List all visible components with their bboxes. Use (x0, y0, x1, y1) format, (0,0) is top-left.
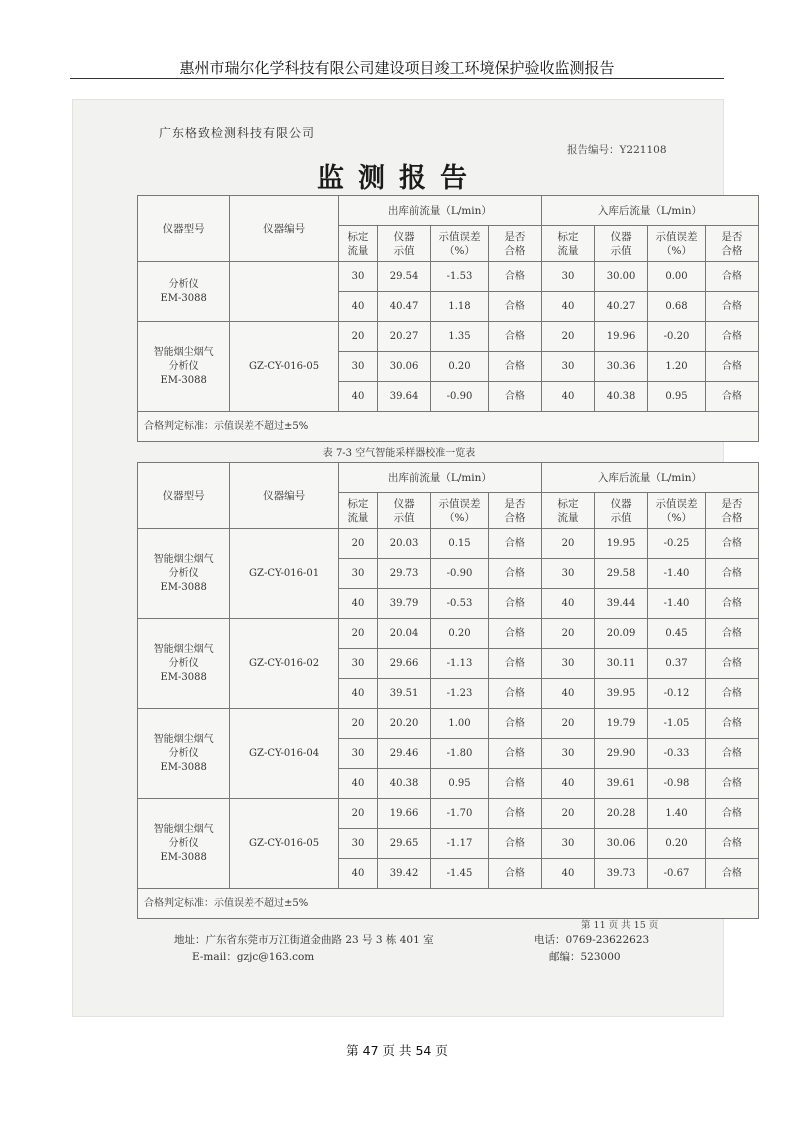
data-cell: 40.47 (378, 292, 431, 322)
table-row (138, 262, 759, 292)
header-std-flow: 标定 流量 (338, 226, 377, 262)
data-cell: 20 (338, 709, 377, 739)
instrument-number: GZ-CY-016-01 (230, 529, 339, 619)
table-row (138, 529, 759, 559)
scanned-report-page (72, 99, 743, 1017)
data-cell: -1.23 (431, 679, 489, 709)
data-cell: 40 (541, 679, 594, 709)
data-cell: -1.13 (431, 649, 489, 679)
data-cell: 合格 (488, 382, 541, 412)
data-cell: -1.40 (648, 589, 706, 619)
data-cell: 29.58 (595, 559, 648, 589)
instrument-number: GZ-CY-016-02 (230, 619, 339, 709)
data-cell: 30 (338, 829, 377, 859)
data-cell: -1.17 (431, 829, 489, 859)
data-cell: 合格 (488, 322, 541, 352)
data-cell: 30.06 (595, 829, 648, 859)
data-cell: 20 (541, 529, 594, 559)
header-reading: 仪器 示值 (595, 493, 648, 529)
data-cell: 1.40 (648, 799, 706, 829)
header-error: 示值误差 （%） (648, 493, 706, 529)
header-error: 示值误差 （%） (431, 493, 489, 529)
table-row (138, 619, 759, 649)
data-cell: 合格 (488, 292, 541, 322)
data-cell: 40.38 (378, 769, 431, 799)
header-error: 示值误差 （%） (648, 226, 706, 262)
header-reading: 仪器 示值 (378, 493, 431, 529)
data-cell: 40.38 (595, 382, 648, 412)
data-cell: 30 (338, 262, 377, 292)
data-cell: 20.04 (378, 619, 431, 649)
report-title: 监测报告 (317, 163, 481, 194)
data-cell: 20 (541, 322, 594, 352)
instrument-model: 智能烟尘烟气 分析仪 EM-3088 (138, 529, 230, 619)
data-cell: 合格 (488, 739, 541, 769)
data-cell: 29.90 (595, 739, 648, 769)
data-cell: 合格 (488, 709, 541, 739)
data-cell: 0.68 (648, 292, 706, 322)
data-cell: 40 (541, 382, 594, 412)
data-cell: 39.42 (378, 859, 431, 889)
instrument-number: GZ-CY-016-04 (230, 709, 339, 799)
data-cell: 39.51 (378, 679, 431, 709)
data-cell: 30 (338, 649, 377, 679)
instrument-model: 智能烟尘烟气 分析仪 EM-3088 (138, 709, 230, 799)
address: 地址：广东省东莞市万江街道金曲路 23 号 3 栋 401 室 (174, 934, 434, 946)
instrument-model: 智能烟尘烟气 分析仪 EM-3088 (138, 322, 230, 412)
header-number: 仪器编号 (230, 463, 339, 529)
data-cell: 30.00 (595, 262, 648, 292)
page-footer: 第 47 页 共 54 页 (346, 1043, 448, 1058)
data-cell: 40 (338, 769, 377, 799)
data-cell: -0.67 (648, 859, 706, 889)
data-cell: 29.54 (378, 262, 431, 292)
data-cell: 20 (541, 619, 594, 649)
data-cell: 40 (338, 382, 377, 412)
data-cell: 合格 (488, 619, 541, 649)
data-cell: 30 (338, 739, 377, 769)
data-cell: 合格 (488, 352, 541, 382)
data-cell: 合格 (705, 709, 758, 739)
data-cell: -0.53 (431, 589, 489, 619)
data-cell: 20 (541, 799, 594, 829)
data-cell: -1.70 (431, 799, 489, 829)
data-cell: 0.20 (431, 352, 489, 382)
header-pass: 是否 合格 (705, 226, 758, 262)
data-cell: 39.44 (595, 589, 648, 619)
header-error: 示值误差 （%） (431, 226, 489, 262)
data-cell: 合格 (705, 382, 758, 412)
data-cell: 39.73 (595, 859, 648, 889)
data-cell: -1.45 (431, 859, 489, 889)
data-cell: 合格 (488, 559, 541, 589)
header-in-flow: 入库后流量（L/min） (541, 463, 758, 493)
data-cell: 合格 (705, 292, 758, 322)
data-cell: 20 (541, 709, 594, 739)
data-cell: 合格 (488, 262, 541, 292)
data-cell: 30.36 (595, 352, 648, 382)
instrument-number: GZ-CY-016-05 (230, 322, 339, 412)
report-number: 报告编号：Y221108 (567, 144, 667, 156)
header-out-flow: 出库前流量（L/min） (338, 463, 541, 493)
instrument-number: GZ-CY-016-05 (230, 799, 339, 889)
data-cell: 20.27 (378, 322, 431, 352)
header-reading: 仪器 示值 (378, 226, 431, 262)
data-cell: 合格 (705, 769, 758, 799)
header-std-flow: 标定 流量 (541, 493, 594, 529)
data-cell: -1.53 (431, 262, 489, 292)
data-cell: 合格 (488, 589, 541, 619)
header-pass: 是否 合格 (488, 226, 541, 262)
calibration-table-2 (137, 462, 759, 919)
instrument-model: 分析仪 EM-3088 (138, 262, 230, 322)
data-cell: 合格 (705, 529, 758, 559)
data-cell: -1.80 (431, 739, 489, 769)
data-cell: 0.37 (648, 649, 706, 679)
data-cell: 40 (541, 859, 594, 889)
data-cell: -0.90 (431, 559, 489, 589)
data-cell: 0.95 (431, 769, 489, 799)
instrument-model: 智能烟尘烟气 分析仪 EM-3088 (138, 799, 230, 889)
data-cell: 30 (338, 352, 377, 382)
data-cell: 40 (541, 292, 594, 322)
data-cell: 40 (541, 589, 594, 619)
data-cell: 30 (541, 739, 594, 769)
data-cell: 19.66 (378, 799, 431, 829)
data-cell: 合格 (705, 649, 758, 679)
data-cell: 合格 (705, 829, 758, 859)
data-cell: 29.73 (378, 559, 431, 589)
data-cell: 39.64 (378, 382, 431, 412)
data-cell: 20.09 (595, 619, 648, 649)
data-cell: 19.96 (595, 322, 648, 352)
header-divider (70, 78, 724, 79)
data-cell: 39.61 (595, 769, 648, 799)
data-cell: 合格 (705, 262, 758, 292)
data-cell: 合格 (488, 679, 541, 709)
table-caption: 表 7-3 空气智能采样器校准一览表 (322, 448, 476, 459)
table-row (138, 709, 759, 739)
data-cell: 20.28 (595, 799, 648, 829)
data-cell: 40 (338, 859, 377, 889)
data-cell: 合格 (705, 322, 758, 352)
data-cell: 20 (338, 619, 377, 649)
data-cell: 30 (541, 649, 594, 679)
data-cell: 39.79 (378, 589, 431, 619)
header-std-flow: 标定 流量 (338, 493, 377, 529)
data-cell: 30 (541, 559, 594, 589)
data-cell: 20.20 (378, 709, 431, 739)
header-pass: 是否 合格 (488, 493, 541, 529)
email: E-mail：gzjc@163.com (192, 951, 315, 963)
data-cell: 0.95 (648, 382, 706, 412)
instrument-number (230, 262, 339, 322)
data-cell: 40 (541, 769, 594, 799)
data-cell: 合格 (705, 589, 758, 619)
data-cell: 1.20 (648, 352, 706, 382)
data-cell: 1.35 (431, 322, 489, 352)
data-cell: -1.05 (648, 709, 706, 739)
data-cell: 30 (541, 352, 594, 382)
data-cell: 39.95 (595, 679, 648, 709)
page-header-title: 惠州市瑞尔化学科技有限公司建设项目竣工环境保护验收监测报告 (179, 59, 615, 77)
data-cell: 40 (338, 292, 377, 322)
data-cell: -0.25 (648, 529, 706, 559)
data-cell: 40.27 (595, 292, 648, 322)
data-cell: 29.66 (378, 649, 431, 679)
data-cell: 29.65 (378, 829, 431, 859)
data-cell: 合格 (488, 859, 541, 889)
data-cell: 合格 (705, 739, 758, 769)
data-cell: 合格 (488, 829, 541, 859)
data-cell: -1.40 (648, 559, 706, 589)
calibration-table-1 (137, 195, 759, 442)
data-cell: -0.90 (431, 382, 489, 412)
data-cell: 20.03 (378, 529, 431, 559)
data-cell: 0.00 (648, 262, 706, 292)
data-cell: 合格 (488, 649, 541, 679)
data-cell: 合格 (705, 352, 758, 382)
data-cell: 0.20 (431, 619, 489, 649)
data-cell: 29.46 (378, 739, 431, 769)
header-reading: 仪器 示值 (595, 226, 648, 262)
data-cell: 合格 (488, 529, 541, 559)
data-cell: 合格 (705, 559, 758, 589)
data-cell: 19.95 (595, 529, 648, 559)
data-cell: 20 (338, 322, 377, 352)
data-cell: 1.00 (431, 709, 489, 739)
header-in-flow: 入库后流量（L/min） (541, 196, 758, 226)
data-cell: 合格 (705, 619, 758, 649)
data-cell: -0.98 (648, 769, 706, 799)
table-row (138, 322, 759, 352)
data-cell: 1.18 (431, 292, 489, 322)
data-cell: 合格 (488, 769, 541, 799)
header-std-flow: 标定 流量 (541, 226, 594, 262)
pass-standard: 合格判定标准：示值误差不超过±5% (138, 889, 759, 919)
data-cell: 40 (338, 589, 377, 619)
data-cell: -0.20 (648, 322, 706, 352)
data-cell: 30 (338, 559, 377, 589)
header-pass: 是否 合格 (705, 493, 758, 529)
data-cell: 合格 (705, 799, 758, 829)
data-cell: -0.12 (648, 679, 706, 709)
data-cell: 合格 (488, 799, 541, 829)
header-model: 仪器型号 (138, 196, 230, 262)
pass-standard: 合格判定标准：示值误差不超过±5% (138, 412, 759, 442)
data-cell: 20 (338, 529, 377, 559)
instrument-model: 智能烟尘烟气 分析仪 EM-3088 (138, 619, 230, 709)
table-row (138, 799, 759, 829)
data-cell: 0.20 (648, 829, 706, 859)
data-cell: -0.33 (648, 739, 706, 769)
data-cell: 0.15 (431, 529, 489, 559)
header-number: 仪器编号 (230, 196, 339, 262)
data-cell: 30.11 (595, 649, 648, 679)
data-cell: 20 (338, 799, 377, 829)
data-cell: 40 (338, 679, 377, 709)
data-cell: 0.45 (648, 619, 706, 649)
data-cell: 合格 (705, 679, 758, 709)
data-cell: 合格 (705, 859, 758, 889)
header-out-flow: 出库前流量（L/min） (338, 196, 541, 226)
header-model: 仪器型号 (138, 463, 230, 529)
data-cell: 30.06 (378, 352, 431, 382)
organization-name: 广东格致检测科技有限公司 (159, 126, 316, 140)
data-cell: 19.79 (595, 709, 648, 739)
data-cell: 30 (541, 829, 594, 859)
postcode: 邮编：523000 (549, 951, 621, 963)
inner-page-number: 第 11 页 共 15 页 (581, 920, 659, 931)
data-cell: 30 (541, 262, 594, 292)
telephone: 电话：0769-23622623 (534, 934, 650, 946)
